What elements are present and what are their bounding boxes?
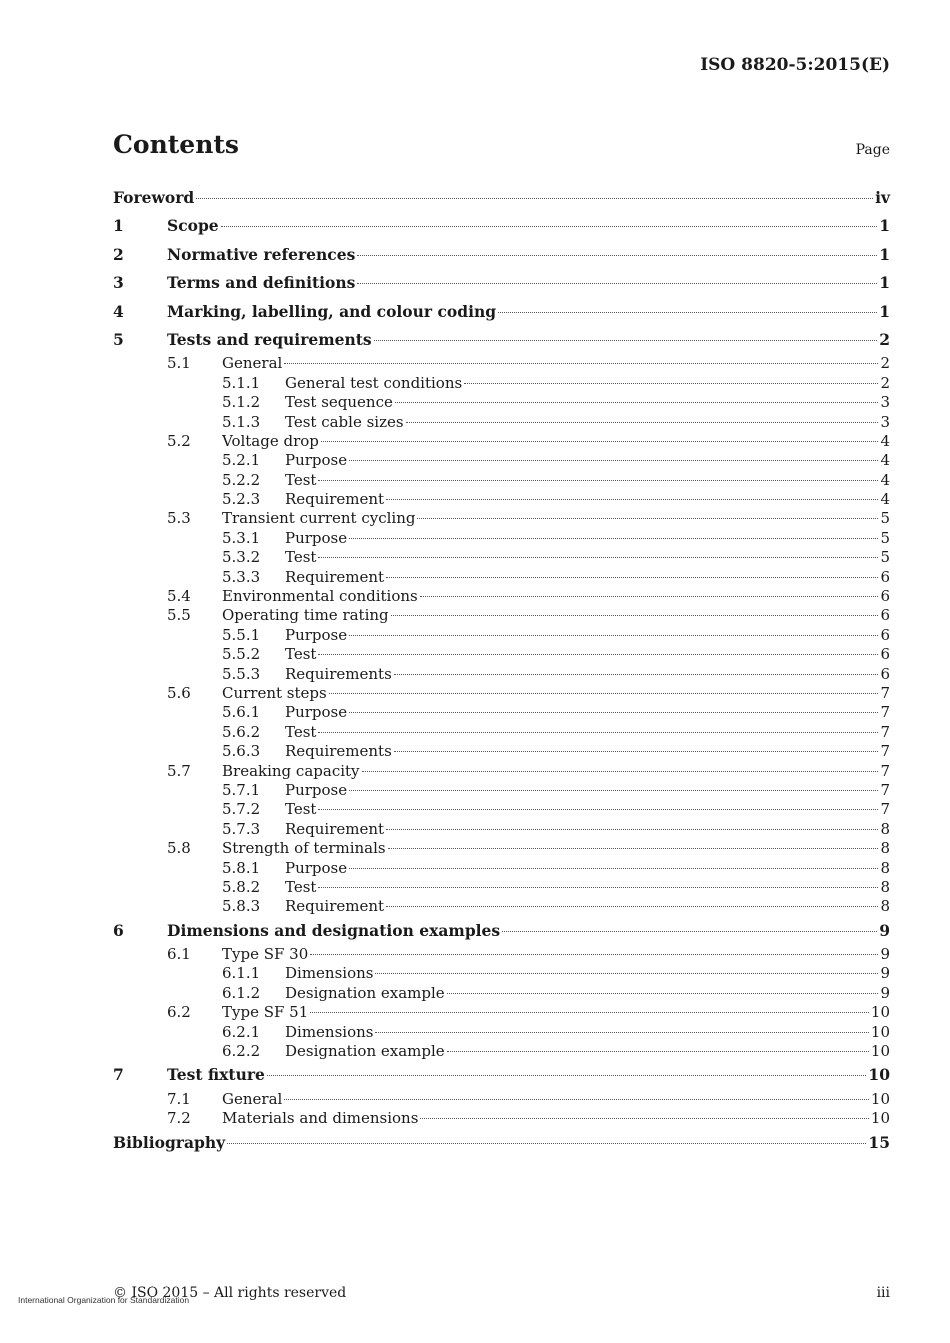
toc-entry-page: 1 [879, 273, 890, 293]
toc-entry-title: Materials and dimensions [222, 1109, 419, 1128]
toc-entry-title: Tests and requirements [167, 329, 372, 349]
toc-entry-page: 5 [880, 509, 890, 528]
toc-entry-number: 5.8.3 [222, 897, 261, 916]
dot-leader [447, 993, 879, 994]
dot-leader [502, 931, 877, 932]
dot-leader [321, 441, 879, 442]
toc-entry-title: Operating time rating [222, 606, 389, 625]
toc-entry-number: 5.1 [167, 354, 191, 373]
toc-entry-title: Bibliography [113, 1132, 226, 1152]
dot-leader [267, 1075, 867, 1076]
toc-entry-page: 2 [879, 329, 890, 349]
dot-leader [394, 674, 879, 675]
toc-entry-title: Breaking capacity [222, 761, 360, 780]
toc-entry[interactable] [113, 432, 890, 451]
page-column-label: Page [855, 142, 890, 158]
toc-entry-number: 4 [113, 301, 124, 321]
toc-entry-page: 10 [870, 1109, 890, 1128]
document-id: ISO 8820-5:2015(E) [700, 55, 890, 75]
toc-entry-number: 6.2 [167, 1003, 191, 1022]
toc-entry-number: 5.2.3 [222, 490, 261, 509]
toc-entry-number: 5.3.2 [222, 548, 261, 567]
toc-entry-number: 5.7.1 [222, 780, 261, 799]
toc-entry-page: 3 [880, 412, 890, 431]
toc-entry[interactable] [113, 945, 890, 964]
toc-entry-title: Test fixture [167, 1065, 265, 1085]
toc-entry-page: 1 [879, 216, 890, 236]
toc-entry-number: 5.3.1 [222, 528, 261, 547]
toc-entry-number: 7.2 [167, 1109, 191, 1128]
toc-entry-page: 8 [880, 858, 890, 877]
toc-entry[interactable] [113, 878, 890, 897]
toc-entry-page: 8 [880, 819, 890, 838]
toc-entry-page: 3 [880, 393, 890, 412]
toc-entry-title: Purpose [285, 451, 348, 470]
toc-entry-title: Requirement [285, 490, 385, 509]
toc-entry-page: 9 [880, 964, 890, 983]
toc-entry-page: 4 [880, 431, 890, 450]
toc-entry-page: 6 [880, 567, 890, 586]
toc-entry[interactable] [113, 665, 890, 684]
watermark: International Organization for Standardization [18, 1295, 190, 1305]
dot-leader [417, 518, 878, 519]
toc-entry[interactable] [113, 1129, 890, 1157]
toc-entry-page: iv [875, 188, 890, 207]
toc-entry-title: Designation example [285, 1042, 445, 1061]
toc-entry-title: Requirement [285, 567, 385, 586]
page-title: Contents [113, 130, 240, 159]
toc-entry-number: 6 [113, 920, 124, 940]
dot-leader [388, 848, 879, 849]
toc-entry-page: 6 [880, 587, 890, 606]
toc-entry-page: 10 [870, 1089, 890, 1108]
toc-entry-number: 5.5.3 [222, 664, 261, 683]
toc-entry[interactable] [113, 800, 890, 819]
toc-entry-title: Purpose [285, 780, 348, 799]
toc-entry[interactable] [113, 762, 890, 781]
toc-entry[interactable] [113, 241, 890, 269]
dot-leader [349, 460, 878, 461]
toc-entry-number: 5 [113, 329, 124, 349]
toc-entry[interactable] [113, 964, 890, 983]
toc-entry-title: Requirement [285, 819, 385, 838]
toc-entry-number: 6.1 [167, 945, 191, 964]
toc-entry-title: Normative references [167, 244, 356, 264]
dot-leader [420, 1118, 869, 1119]
toc-entry-number: 5.1.1 [222, 373, 261, 392]
toc-entry-title: Test [285, 877, 317, 896]
toc-entry-page: 4 [880, 490, 890, 509]
toc-entry[interactable] [113, 1042, 890, 1061]
toc-entry-number: 5.3 [167, 509, 191, 528]
dot-leader [284, 363, 878, 364]
toc-entry[interactable] [113, 393, 890, 412]
toc-entry-title: Test [285, 645, 317, 664]
dot-leader [284, 1099, 869, 1100]
dot-leader [357, 255, 877, 256]
dot-leader [375, 973, 878, 974]
toc-entry[interactable] [113, 587, 890, 606]
toc-entry-title: Strength of terminals [222, 839, 386, 858]
toc-entry-number: 5.5.2 [222, 645, 261, 664]
toc-entry-title: Marking, labelling, and colour coding [167, 301, 497, 321]
toc-entry-title: General test conditions [285, 373, 463, 392]
toc-entry-title: Requirement [285, 897, 385, 916]
toc-entry-title: Type SF 30 [222, 945, 309, 964]
toc-entry[interactable] [113, 298, 890, 326]
toc-entry-title: Foreword [113, 188, 195, 207]
toc-entry-title: Dimensions and designation examples [167, 920, 501, 940]
dot-leader [395, 402, 879, 403]
toc-entry-title: Voltage drop [222, 431, 319, 450]
toc-entry-number: 1 [113, 216, 124, 236]
toc-entry[interactable] [113, 839, 890, 858]
dot-leader [329, 693, 879, 694]
dot-leader [394, 751, 879, 752]
dot-leader [318, 654, 878, 655]
toc-entry-number: 5.4 [167, 587, 191, 606]
dot-leader [362, 771, 879, 772]
toc-entry[interactable] [113, 984, 890, 1003]
toc-entry-title: Current steps [222, 683, 327, 702]
dot-leader [386, 829, 878, 830]
dot-leader [310, 1012, 869, 1013]
toc-entry-number: 6.1.1 [222, 964, 261, 983]
toc-entry-number: 5.7 [167, 761, 191, 780]
toc-entry-title: Designation example [285, 983, 445, 1002]
toc-entry-title: Purpose [285, 703, 348, 722]
toc-entry-title: Scope [167, 216, 219, 236]
toc-entry-page: 8 [880, 839, 890, 858]
dot-leader [227, 1143, 866, 1144]
toc-entry-page: 7 [880, 780, 890, 799]
toc-entry[interactable] [113, 859, 890, 878]
toc-entry[interactable] [113, 490, 890, 509]
toc-entry-title: General [222, 1089, 283, 1108]
toc-entry-page: 15 [868, 1132, 890, 1152]
toc-entry-title: Requirements [285, 742, 392, 761]
dot-leader [349, 635, 878, 636]
toc-entry[interactable] [113, 1090, 890, 1109]
toc-entry-page: 7 [880, 742, 890, 761]
toc-entry-page: 10 [868, 1065, 890, 1085]
toc-entry-page: 6 [880, 625, 890, 644]
dot-leader [318, 809, 878, 810]
dot-leader [318, 887, 878, 888]
toc-entry-title: Terms and definitions [167, 273, 356, 293]
toc-entry-number: 5.6.2 [222, 722, 261, 741]
toc-entry-page: 8 [880, 877, 890, 896]
toc-entry-number: 5.6.3 [222, 742, 261, 761]
dot-leader [464, 383, 878, 384]
toc-entry-page: 1 [879, 244, 890, 264]
table-of-contents [113, 184, 890, 1157]
toc-entry[interactable] [113, 781, 890, 800]
toc-entry[interactable] [113, 326, 890, 354]
dot-leader [318, 480, 878, 481]
toc-entry-page: 9 [879, 920, 890, 940]
toc-entry[interactable] [113, 917, 890, 945]
toc-entry[interactable] [113, 451, 890, 470]
toc-entry-page: 10 [870, 1003, 890, 1022]
toc-entry-number: 7.1 [167, 1089, 191, 1108]
toc-entry-number: 5.6.1 [222, 703, 261, 722]
toc-entry-title: Purpose [285, 528, 348, 547]
toc-entry-title: Type SF 51 [222, 1003, 309, 1022]
toc-entry[interactable] [113, 354, 890, 373]
dot-leader [310, 954, 878, 955]
dot-leader [357, 283, 877, 284]
toc-entry[interactable] [113, 529, 890, 548]
dot-leader [447, 1051, 869, 1052]
toc-entry-number: 5.5.1 [222, 625, 261, 644]
toc-entry-number: 6.1.2 [222, 983, 261, 1002]
toc-entry[interactable] [113, 413, 890, 432]
toc-entry-title: Dimensions [285, 1022, 374, 1041]
toc-entry-number: 7 [113, 1065, 124, 1085]
toc-entry-title: Test [285, 800, 317, 819]
toc-entry-title: Test sequence [285, 393, 393, 412]
toc-entry[interactable] [113, 1003, 890, 1022]
toc-entry-page: 10 [870, 1042, 890, 1061]
toc-entry-page: 5 [880, 528, 890, 547]
dot-leader [386, 577, 878, 578]
toc-entry[interactable] [113, 626, 890, 645]
toc-entry-number: 5.1.3 [222, 412, 261, 431]
dot-leader [420, 596, 879, 597]
toc-entry[interactable] [113, 374, 890, 393]
footer-page-number: iii [876, 1285, 890, 1301]
toc-entry-page: 7 [880, 683, 890, 702]
toc-entry[interactable] [113, 1109, 890, 1128]
toc-entry[interactable] [113, 606, 890, 625]
dot-leader [375, 1032, 868, 1033]
toc-entry-page: 7 [880, 703, 890, 722]
toc-entry[interactable] [113, 568, 890, 587]
toc-entry[interactable] [113, 820, 890, 839]
toc-entry-number: 5.2.1 [222, 451, 261, 470]
toc-entry-title: General [222, 354, 283, 373]
toc-entry-title: Requirements [285, 664, 392, 683]
dot-leader [406, 422, 879, 423]
toc-entry-number: 5.8.1 [222, 858, 261, 877]
toc-entry-page: 9 [880, 983, 890, 1002]
toc-entry[interactable] [113, 1023, 890, 1042]
dot-leader [318, 557, 878, 558]
toc-entry-number: 5.2.2 [222, 470, 261, 489]
toc-entry-title: Test [285, 722, 317, 741]
toc-entry[interactable] [113, 723, 890, 742]
dot-leader [349, 712, 878, 713]
toc-entry-number: 5.5 [167, 606, 191, 625]
toc-entry-page: 6 [880, 664, 890, 683]
dot-leader [221, 226, 878, 227]
toc-entry[interactable] [113, 742, 890, 761]
toc-entry-title: Test cable sizes [285, 412, 404, 431]
footer-copyright: © ISO 2015 – All rights reserved [113, 1285, 347, 1301]
dot-leader [498, 312, 877, 313]
toc-entry[interactable] [113, 471, 890, 490]
toc-entry-page: 7 [880, 761, 890, 780]
toc-entry-number: 5.1.2 [222, 393, 261, 412]
toc-entry-number: 5.7.3 [222, 819, 261, 838]
toc-entry[interactable] [113, 645, 890, 664]
toc-entry-number: 5.6 [167, 683, 191, 702]
dot-leader [391, 615, 879, 616]
toc-entry-number: 6.2.2 [222, 1042, 261, 1061]
toc-entry-number: 5.8 [167, 839, 191, 858]
toc-entry-page: 4 [880, 451, 890, 470]
dot-leader [374, 340, 878, 341]
toc-entry-title: Purpose [285, 625, 348, 644]
dot-leader [349, 790, 878, 791]
toc-entry[interactable] [113, 269, 890, 297]
toc-entry-number: 5.3.3 [222, 567, 261, 586]
dot-leader [318, 732, 878, 733]
toc-entry-page: 2 [880, 354, 890, 373]
toc-entry-page: 8 [880, 897, 890, 916]
toc-entry-number: 5.7.2 [222, 800, 261, 819]
toc-entry-page: 5 [880, 548, 890, 567]
toc-entry-title: Dimensions [285, 964, 374, 983]
toc-entry[interactable] [113, 1061, 890, 1089]
toc-entry-number: 2 [113, 244, 124, 264]
toc-entry-page: 1 [879, 301, 890, 321]
toc-entry-title: Test [285, 548, 317, 567]
toc-entry[interactable] [113, 509, 890, 528]
toc-entry-page: 7 [880, 800, 890, 819]
toc-entry-page: 2 [880, 373, 890, 392]
toc-entry[interactable] [113, 703, 890, 722]
toc-entry-page: 6 [880, 606, 890, 625]
dot-leader [349, 538, 878, 539]
toc-entry-page: 4 [880, 470, 890, 489]
toc-entry-number: 5.2 [167, 431, 191, 450]
toc-entry-page: 7 [880, 722, 890, 741]
toc-entry-page: 6 [880, 645, 890, 664]
dot-leader [349, 868, 878, 869]
toc-entry[interactable] [113, 897, 890, 916]
toc-entry-number: 5.8.2 [222, 877, 261, 896]
toc-entry[interactable] [113, 684, 890, 703]
toc-entry-page: 10 [870, 1022, 890, 1041]
toc-entry[interactable] [113, 548, 890, 567]
toc-entry-title: Test [285, 470, 317, 489]
toc-entry-number: 6.2.1 [222, 1022, 261, 1041]
dot-leader [386, 906, 878, 907]
toc-entry-page: 9 [880, 945, 890, 964]
toc-entry[interactable] [113, 184, 890, 212]
dot-leader [386, 499, 878, 500]
toc-entry-number: 3 [113, 273, 124, 293]
toc-entry-title: Transient current cycling [222, 509, 416, 528]
toc-entry[interactable] [113, 212, 890, 240]
toc-entry-title: Purpose [285, 858, 348, 877]
toc-entry-title: Environmental conditions [222, 587, 418, 606]
dot-leader [196, 198, 873, 199]
